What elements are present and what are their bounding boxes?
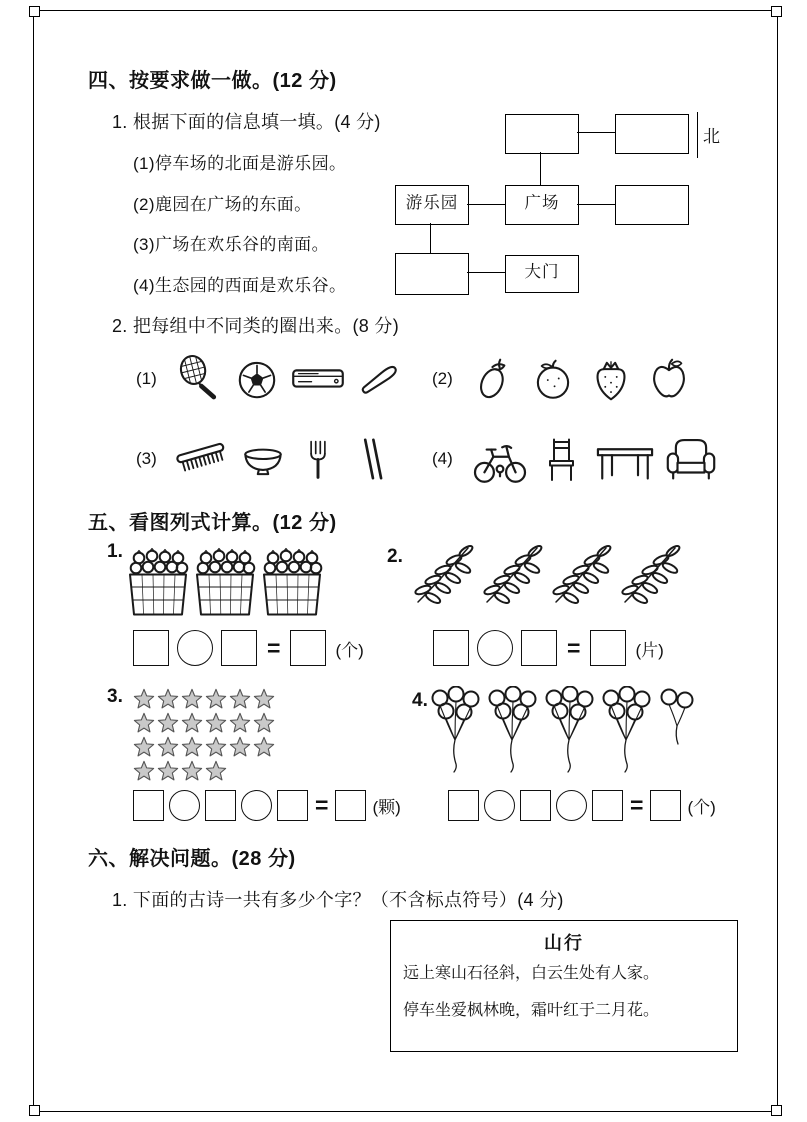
unit-label: (个) xyxy=(335,640,364,660)
corner-mark xyxy=(29,1105,40,1116)
equation-1 xyxy=(133,630,364,666)
strawberry-icon[interactable] xyxy=(586,354,636,404)
leaf-sprig-icon xyxy=(410,542,476,606)
equation-2 xyxy=(433,630,664,666)
unit-label: (个) xyxy=(687,798,716,817)
leaf-sprigs-picture xyxy=(410,542,683,606)
strawberry-tray-icon xyxy=(261,546,323,618)
item-group-4 xyxy=(432,430,721,488)
answer-box[interactable] xyxy=(133,790,164,821)
map-connector xyxy=(467,204,505,205)
answer-box[interactable] xyxy=(433,630,469,666)
star-icon xyxy=(181,712,203,734)
poem-line: 远上寒山石径斜，白云生处有人家。 xyxy=(403,965,660,982)
clue-item: (2)鹿园在广场的东面。 xyxy=(133,194,312,214)
corner-mark xyxy=(771,6,782,17)
star-icon xyxy=(133,688,155,710)
apple-icon[interactable] xyxy=(644,354,694,404)
star-icon xyxy=(229,736,251,758)
operator-circle[interactable] xyxy=(484,790,515,821)
section6-title: 六、解决问题。(28 分) xyxy=(88,848,296,870)
eggplant-icon[interactable] xyxy=(470,354,520,404)
star-icon xyxy=(133,712,155,734)
star-icon xyxy=(205,760,227,782)
north-label: 北 xyxy=(703,127,720,146)
answer-box[interactable] xyxy=(650,790,681,821)
equals-sign: = xyxy=(567,634,581,661)
answer-box[interactable] xyxy=(221,630,257,666)
star-row xyxy=(133,712,275,734)
leaf-sprig-icon xyxy=(617,542,683,606)
star-icon xyxy=(205,688,227,710)
tennis-racket-icon[interactable] xyxy=(174,354,224,404)
operator-circle[interactable] xyxy=(477,630,513,666)
problem-2-number: 2. xyxy=(387,546,403,567)
map-box-plaza: 广场 xyxy=(505,185,579,225)
item-group-2 xyxy=(432,350,721,408)
star-icon xyxy=(181,688,203,710)
answer-box[interactable] xyxy=(448,790,479,821)
answer-box[interactable] xyxy=(205,790,236,821)
star-row xyxy=(133,688,275,710)
section4-title: 四、按要求做一做。(12 分) xyxy=(88,70,337,92)
map-connector xyxy=(430,223,431,253)
star-icon xyxy=(205,736,227,758)
leaf-sprig-icon xyxy=(479,542,545,606)
map-box-amusement-park: 游乐园 xyxy=(395,185,469,225)
operator-circle[interactable] xyxy=(556,790,587,821)
map-connector xyxy=(540,152,541,185)
map-answer-box-bottom-left[interactable] xyxy=(395,253,469,295)
strawberry-tray-icon xyxy=(194,546,256,618)
section5-title: 五、看图列式计算。(12 分) xyxy=(88,512,337,534)
star-icon xyxy=(181,760,203,782)
armchair-icon[interactable] xyxy=(664,433,718,485)
section4-q1-text: 1. 根据下面的信息填一填。(4 分) xyxy=(112,112,381,132)
operator-circle[interactable] xyxy=(177,630,213,666)
balloon-bunch-icon xyxy=(428,686,482,774)
star-row xyxy=(133,760,275,782)
star-icon xyxy=(205,712,227,734)
chopsticks-icon[interactable] xyxy=(348,434,394,484)
answer-box[interactable] xyxy=(335,790,366,821)
balloon-bunch-icon xyxy=(599,686,653,774)
star-icon xyxy=(157,760,179,782)
item-group-1 xyxy=(136,350,432,408)
clue-list xyxy=(133,144,346,306)
bowl-icon[interactable] xyxy=(238,434,288,484)
group-label: (3) xyxy=(136,449,157,468)
unit-label: (颗) xyxy=(372,798,401,817)
answer-box[interactable] xyxy=(133,630,169,666)
balloon-bunch-icon xyxy=(542,686,596,774)
operator-circle[interactable] xyxy=(241,790,272,821)
north-line xyxy=(697,112,698,158)
chair-icon[interactable] xyxy=(538,432,586,486)
strawberry-tray-icon xyxy=(127,546,189,618)
corner-mark xyxy=(771,1105,782,1116)
strawberry-trays-picture xyxy=(127,546,323,618)
star-row xyxy=(133,736,275,758)
item-group-3 xyxy=(136,430,432,488)
star-icon xyxy=(181,736,203,758)
operator-circle[interactable] xyxy=(169,790,200,821)
balloon-bunches-picture xyxy=(428,686,698,774)
section4-q2-text: 2. 把每组中不同类的圈出来。(8 分) xyxy=(112,316,400,336)
group-label: (4) xyxy=(432,449,453,468)
clue-item: (1)停车场的北面是游乐园。 xyxy=(133,154,347,173)
map-box-gate: 大门 xyxy=(505,255,579,293)
problem-4-number: 4. xyxy=(412,690,428,711)
star-icon xyxy=(229,712,251,734)
tricycle-icon[interactable] xyxy=(470,432,530,486)
orange-icon[interactable] xyxy=(528,354,578,404)
balloon-bunch-icon xyxy=(485,686,539,774)
star-icon xyxy=(157,736,179,758)
star-icon xyxy=(253,712,275,734)
map-connector xyxy=(577,204,615,205)
map-answer-box-top-right[interactable] xyxy=(615,114,689,154)
clue-item: (3)广场在欢乐谷的南面。 xyxy=(133,235,329,254)
star-rows-picture xyxy=(133,688,275,782)
fork-icon[interactable] xyxy=(296,434,340,484)
baseball-bat-icon[interactable] xyxy=(354,354,404,404)
answer-box[interactable] xyxy=(521,630,557,666)
map-answer-box-mid-right[interactable] xyxy=(615,185,689,225)
answer-box[interactable] xyxy=(590,630,626,666)
star-icon xyxy=(229,688,251,710)
poem-line: 停车坐爱枫林晚，霜叶红于二月花。 xyxy=(403,1002,660,1019)
problem-1-number: 1. xyxy=(107,541,123,562)
answer-box[interactable] xyxy=(592,790,623,821)
classification-groups xyxy=(136,350,721,488)
comb-icon[interactable] xyxy=(174,433,230,485)
unit-label: (片) xyxy=(635,640,664,660)
balloon-bunch-icon xyxy=(656,686,698,750)
star-icon xyxy=(157,712,179,734)
map-connector xyxy=(577,132,615,133)
star-icon xyxy=(133,760,155,782)
pencil-case-icon[interactable] xyxy=(290,353,346,405)
star-icon xyxy=(253,736,275,758)
group-label: (2) xyxy=(432,369,453,388)
answer-box[interactable] xyxy=(520,790,551,821)
problem-3-number: 3. xyxy=(107,686,123,707)
leaf-sprig-icon xyxy=(548,542,614,606)
answer-box[interactable] xyxy=(290,630,326,666)
poem-box xyxy=(390,920,738,1052)
equals-sign: = xyxy=(630,792,644,818)
answer-box[interactable] xyxy=(277,790,308,821)
equation-3 xyxy=(133,790,401,821)
section6-q1-text: 1. 下面的古诗一共有多少个字？（不含标点符号）(4 分) xyxy=(112,890,564,910)
soccer-ball-icon[interactable] xyxy=(232,354,282,404)
star-icon xyxy=(253,688,275,710)
clue-item: (4)生态园的西面是欢乐谷。 xyxy=(133,275,347,295)
poem-title: 山行 xyxy=(544,933,584,953)
table-icon[interactable] xyxy=(594,433,656,485)
map-connector xyxy=(467,272,505,273)
star-icon xyxy=(157,688,179,710)
equals-sign: = xyxy=(267,634,281,661)
map-answer-box-top-left[interactable] xyxy=(505,114,579,154)
corner-mark xyxy=(29,6,40,17)
star-icon xyxy=(133,736,155,758)
equals-sign: = xyxy=(315,792,329,818)
group-label: (1) xyxy=(136,369,157,388)
equation-4 xyxy=(448,790,716,821)
